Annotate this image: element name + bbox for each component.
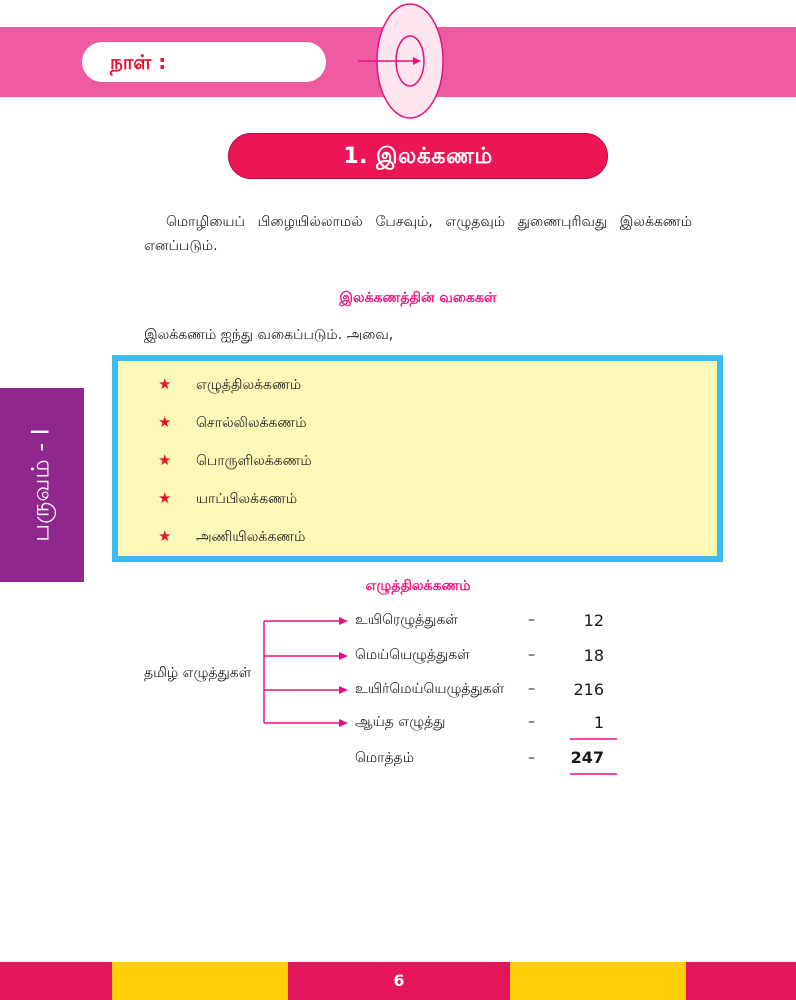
letters-row-dash: – (528, 612, 535, 628)
letters-row-count: 12 (583, 611, 604, 630)
target-icon (355, 0, 475, 122)
letters-total-dash: – (528, 750, 535, 766)
star-icon: ★ (158, 413, 172, 431)
lesson-title-banner (228, 133, 608, 179)
letters-row-count: 216 (573, 680, 604, 699)
letters-total-label: மொத்தம் (355, 750, 414, 766)
list-item (158, 527, 305, 547)
star-icon: ★ (158, 527, 172, 545)
list-item-label: பொருளிலக்கணம் (196, 453, 312, 469)
footer-segment (0, 962, 112, 1000)
letters-row-count: 18 (583, 646, 604, 665)
letters-row-label: உயிர்மெய்யெழுத்துகள் (355, 681, 505, 697)
footer-strip (0, 962, 796, 1000)
types-lead-text: இலக்கணம் ஐந்து வகைப்படும். அவை, (144, 327, 394, 343)
list-item (158, 375, 301, 395)
letters-row-label: மெய்யெழுத்துகள் (355, 647, 470, 663)
letters-row-dash: – (528, 647, 535, 663)
star-icon: ★ (158, 451, 172, 469)
list-item-label: அணியிலக்கணம் (196, 529, 306, 545)
page-number: 6 (393, 971, 405, 990)
list-item-label: யாப்பிலக்கணம் (196, 491, 298, 507)
date-label: நாள் : (110, 50, 167, 74)
footer-segment (510, 962, 686, 1000)
date-field (82, 42, 326, 82)
letters-row-label: உயிரெழுத்துகள் (355, 612, 459, 628)
types-heading: இலக்கணத்தின் வகைகள் (339, 290, 497, 306)
footer-segment (112, 962, 288, 1000)
intro-line-2: எனப்படும். (144, 238, 218, 254)
list-item (158, 451, 312, 471)
letters-row-count: 1 (593, 713, 604, 732)
letters-row-label: ஆய்த எழுத்து (355, 714, 446, 730)
star-icon: ★ (158, 375, 172, 393)
letters-total-count: 247 (570, 748, 604, 767)
star-icon: ★ (158, 489, 172, 507)
term-label: பருவம் - I (26, 428, 55, 542)
term-side-tab (0, 388, 84, 582)
list-item-label: சொல்லிலக்கணம் (196, 415, 307, 431)
intro-line-1: மொழியைப் பிழையில்லாமல் பேசவும், எழுதவும் துணைபுரிவது இலக்கணம் (166, 214, 692, 230)
list-item (158, 489, 297, 509)
letters-heading: எழுத்திலக்கணம் (365, 578, 471, 594)
list-item (158, 413, 306, 433)
lesson-title: 1. இலக்கணம் (343, 144, 493, 169)
types-list-box (112, 355, 723, 562)
letters-row-dash: – (528, 714, 535, 730)
letters-root-label: தமிழ் எழுத்துகள் (144, 665, 252, 681)
list-item-label: எழுத்திலக்கணம் (196, 377, 302, 393)
letters-row-dash: – (528, 681, 535, 697)
intro-paragraph (144, 210, 692, 258)
footer-segment (686, 962, 796, 1000)
